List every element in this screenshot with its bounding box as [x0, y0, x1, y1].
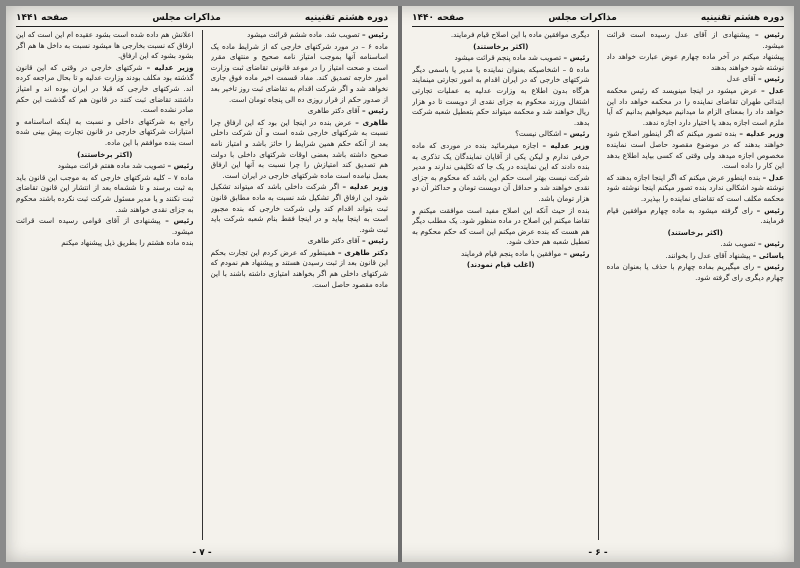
paragraph [16, 216, 194, 237]
left-page-left-column [16, 30, 194, 540]
speaker-name: یاسائی – [752, 250, 784, 260]
paragraph [412, 260, 590, 271]
paragraph [211, 248, 389, 290]
column-divider [202, 30, 203, 540]
paragraph [16, 238, 194, 249]
left-page-columns [16, 30, 388, 540]
paragraph-text: اشکالی نیست؟ [515, 129, 562, 139]
speaker-name: رئیس – [756, 205, 784, 215]
paragraph-text: عرض میشود در اینجا مینویسد که رئیس محکمه ابتدائی طهران تقاضای نماینده را در محکمه خواهد داد این خواهد داد را بمعنای الزام ما میدانیم میخواهیم بدانیم که آیا ملزم است اجازه بدهد یا اختیار دارد اجازه ندهد. [606, 85, 784, 127]
paragraph [16, 63, 194, 116]
paragraph [412, 42, 590, 53]
paragraph [607, 239, 785, 250]
paragraph-text: آقای عدل [726, 74, 756, 84]
paragraph-text: تصویب شد. [720, 239, 756, 249]
speaker-name: رئیس – [563, 248, 590, 258]
paragraph [607, 262, 785, 283]
right-header-title: مذاکرات مجلس [548, 13, 617, 23]
paragraph [607, 30, 785, 51]
paragraph [607, 74, 785, 85]
speaker-name: وزیر عدلیه – [146, 62, 194, 72]
paragraph [412, 249, 590, 260]
paragraph-text: تصویب شد. ماده ششم قرائت میشود [247, 30, 360, 39]
speaker-name: رئیس – [757, 262, 784, 272]
paragraph-text: بنده از حیث آنکه این اصلاح مفید است موافقت میکنم و تقاضا میکنم این اصلاح در ماده منظور شود. یک مطلب دیگر هم هست که بنده عرض میکنم این است که حکم محکوم به تعطیل شعبه هم حذف شود. [412, 205, 590, 247]
speaker-name: عدل – [761, 85, 784, 95]
paragraph [607, 129, 785, 171]
right-page-number: - ۶ - [588, 548, 608, 558]
paragraph-text: بنده ماده هشتم را بطریق ذیل پیشنهاد میکنم [61, 238, 194, 248]
speaker-name: رئیس – [165, 216, 194, 226]
paragraph [607, 206, 785, 227]
paragraph-text: بنده اینطور عرض میکنم که اگر اینجا اجازه بدهند که نوشته شود اشکالی ندارد بنده تصور میکنم اینجا نوشته شود محکمه مکلف است که تقاضای نماینده را بپذیرد. [606, 172, 784, 203]
paragraph [211, 106, 389, 117]
right-page-columns [412, 30, 784, 540]
paragraph [16, 161, 194, 172]
paragraph-text: پیشنهادی از آقای عدل رسیده است قرائت میشود. [606, 30, 784, 50]
left-page [6, 6, 398, 562]
left-page-number: - ۷ - [192, 548, 212, 558]
paragraph-text: ماده ۵ – اشخاصیکه بعنوان نماینده یا مدیر یا باسمی دیگر شرکتهای خارجی که در ایران اقدام به امور تجارتی مینمایند هرگاه بدون اطلاع به وزارت عدلیه به عملیات تجارتی اشتغال ورزند محکوم به جزای نقدی از دویست تا دو هزار ریال خواهند شد و محکمه میتواند حکم بتعطیل شعبه شرکت بدهد. [412, 64, 590, 127]
paragraph-text: عرض بنده در اینجا این بود که این ارفاق چرا نسبت به شرکتهای خارجی شده است و آن شرکت داخلی بعد از آنکه حکم همین شرایط را حائز باشد و امتیاز نامه صحیح داشته باشد بعضی اوقات شرکتهای داخلی با دولت هم تصدیق کند امتیازش را چرا نسبت به آنها این ارفاق بعمل نیامده است ماده شرکتهای خارجی در ایران است. [210, 117, 388, 180]
paragraph [16, 117, 194, 149]
right-page-left-column [412, 30, 590, 540]
paragraph [211, 182, 389, 235]
paragraph-text: آقای دکتر طاهری [307, 236, 360, 246]
paragraph [607, 228, 785, 239]
paragraph [412, 30, 590, 41]
speaker-name: رئیس – [757, 239, 784, 249]
paragraph [412, 206, 590, 248]
left-header-page-ref: صفحه ۱۴۴۱ [16, 13, 69, 23]
book-spread [6, 6, 794, 562]
paragraph-text: اجازه میفرمائید بنده در موردی که ماده حرفی ندارم و لیکن یکی از آقایان نمایندگان یک تذکری به بنده دادند که این نماینده در یک جا که تکلیفی ندارند و مدیر شرکت نیست بهتر است حکم این باشد که محکوم به جزای نقدی خواهند شد و حداقل آن دویست تومان و حداکثر آن دو هزار تومان باشد. [412, 140, 590, 203]
column-divider [598, 30, 599, 540]
speaker-name: رئیس – [361, 236, 388, 246]
paragraph-text: (اکثر برخاستند) [77, 149, 133, 159]
paragraph [412, 53, 590, 64]
speaker-name: رئیس – [167, 161, 194, 171]
speaker-name: عدل – [762, 172, 784, 182]
paragraph-text: (اکثر برخاستند) [667, 227, 723, 237]
paragraph [607, 251, 785, 262]
paragraph-text: رای گرفته میشود به ماده چهارم موافقین قیام فرمایند. [606, 205, 784, 226]
paragraph [211, 30, 389, 41]
paragraph-text: شرکتهای خارجی در وقتی که این قانون گذشته بود مکلف بودند وزارت عدلیه و تا بحال مراجعه کرده اند. شرکتهای خارجی که قبلا در ایران بوده اند و امتیاز داشتند تقاضای ثبت کنند در قانون هم که گذشت این حکم صادر نشده است. [16, 62, 194, 115]
speaker-name: رئیس – [361, 30, 388, 39]
paragraph-text: تصویب شد ماده هفتم قرائت میشود [57, 161, 166, 171]
right-page-right-column [607, 30, 785, 540]
paragraph [16, 173, 194, 215]
speaker-name: رئیس – [563, 53, 590, 63]
paragraph [412, 141, 590, 205]
speaker-name: وزیر عدلیه – [739, 129, 784, 139]
paragraph [211, 236, 389, 247]
paragraph-text: (اکثر برخاستند) [473, 41, 529, 51]
speaker-name: رئیس – [755, 30, 784, 39]
paragraph-text: تصویب شد ماده پنجم قرائت میشود [454, 53, 562, 63]
paragraph-text: راجع به شرکتهای داخلی و نسبت به اینکه اساسنامه و امتیازات شرکتهای خارجی در قانون تجارت پیش بینی شده است بنده موافقم با این ماده. [16, 116, 194, 147]
paragraph [607, 173, 785, 205]
paragraph-text: پیشنهادی از آقای قوامی رسیده است قرائت میشود. [16, 216, 194, 236]
speaker-name: وزیر عدلیه – [342, 182, 388, 192]
paragraph-text: پیشنهاد میکنم در آخر ماده چهارم عوض عبارت خواهد داد نوشته شود خواهند بدهند [606, 52, 784, 72]
paragraph-text: ماده ۶ – در مورد شرکتهای خارجی که از شرایط ماده یک اساسنامه آنها بموجب امتیاز نامه صحیح و منتهای مقرر است و صحت امتیاز را در موعد قانونی تقاضای ثبت وزارت امور خارجه تصدیق کند. مفاد قسمت اخیر ماده فوق جاری نخواهد شد و اگر شرکت اقدام به تقاضای ثبت روز تاخیر بعد از صدور حکم از قرار روزی ده الی پنجاه تومان است. [210, 41, 388, 104]
right-page [402, 6, 794, 562]
paragraph [211, 42, 389, 106]
speaker-name: طاهری – [355, 117, 388, 127]
left-header-period: دوره هشتم تقنینیه [304, 13, 388, 23]
paragraph-text: آقای دکتر طاهری [307, 106, 360, 116]
paragraph-text: دیگری موافقین ماده با این اصلاح قیام فرمایند. [450, 30, 590, 39]
paragraph [16, 30, 194, 62]
paragraph-text: رای میگیریم بماده چهارم با حذف یا بعنوان ماده چهارم دیگری رای گرفته شود. [606, 262, 784, 283]
paragraph-text: موافقین با ماده پنجم قیام فرمایند [461, 248, 562, 258]
paragraph [412, 65, 590, 129]
paragraph [16, 150, 194, 161]
paragraph-text: همینطور که عرض کردم این تجارت بحکم این قانون بعد از ثبت رسیدن هستند و پیشنهاد هم نمودم که شرکتهای داخلی هم اگر بخواهند امتیازی داشته باشند با این ماده مقصود حاصل است. [210, 247, 388, 289]
left-page-header [16, 10, 388, 27]
speaker-name: رئیس – [361, 106, 388, 116]
left-page-right-column [211, 30, 389, 540]
paragraph [607, 86, 785, 128]
right-header-page-ref: صفحه ۱۴۴۰ [412, 13, 465, 23]
paragraph-text: (اغلب قیام نمودند) [466, 260, 535, 270]
paragraph-text: بنده تصور میکنم که اگر اینطور اصلاح شود خواهند بدهند که در موضوع مقصود حاصل است نماینده مخصوص اجازه میدهد ولی وقتی که کسی بیاید اطلاع بدهد این کار را داده است. [606, 129, 784, 171]
speaker-name: رئیس – [757, 74, 784, 84]
paragraph-text: اعلانش هم داده شده است بشود عقیده ام این است که این ارفاق که نسبت بخارجی ها میشود نسبت به داخل ها هم اگر بشود بشود که این ارفاق. [16, 30, 194, 61]
paragraph-text: ماده ۷ – کلیه شرکتهای خارجی که به موجب این قانون باید به ثبت برسند و تا ششماه بعد از انتشار این قانون تقاضای ثبت نکنند و یا مدیر مسئول شرکت ثبت نکرده باشند محکوم به جزای نقدی خواهند شد. [16, 172, 194, 214]
right-header-period: دوره هشتم تقنینیه [700, 13, 784, 23]
speaker-name: دکتر طاهری – [337, 247, 388, 257]
speaker-name: وزیر عدلیه – [542, 140, 590, 150]
speaker-name: رئیس – [563, 129, 590, 139]
left-header-title: مذاکرات مجلس [152, 13, 221, 23]
paragraph [607, 52, 785, 73]
paragraph-text: اگر شرکت داخلی باشد که میتواند تشکیل شود این ارفاق اگر تشکیل شد نسبت به ماده مطابق قانون ثبت بتواند اقدام کند ولی شرکت خارجی که بنده مجبور است به اینجا بیاید و در اینجا فقط بنام شعبه شرکت باید ثبت شود. [210, 182, 388, 234]
paragraph [211, 118, 389, 182]
right-page-header [412, 10, 784, 27]
paragraph-text: پیشنهاد آقای عدل را بخوانند. [665, 250, 751, 260]
paragraph [412, 129, 590, 140]
